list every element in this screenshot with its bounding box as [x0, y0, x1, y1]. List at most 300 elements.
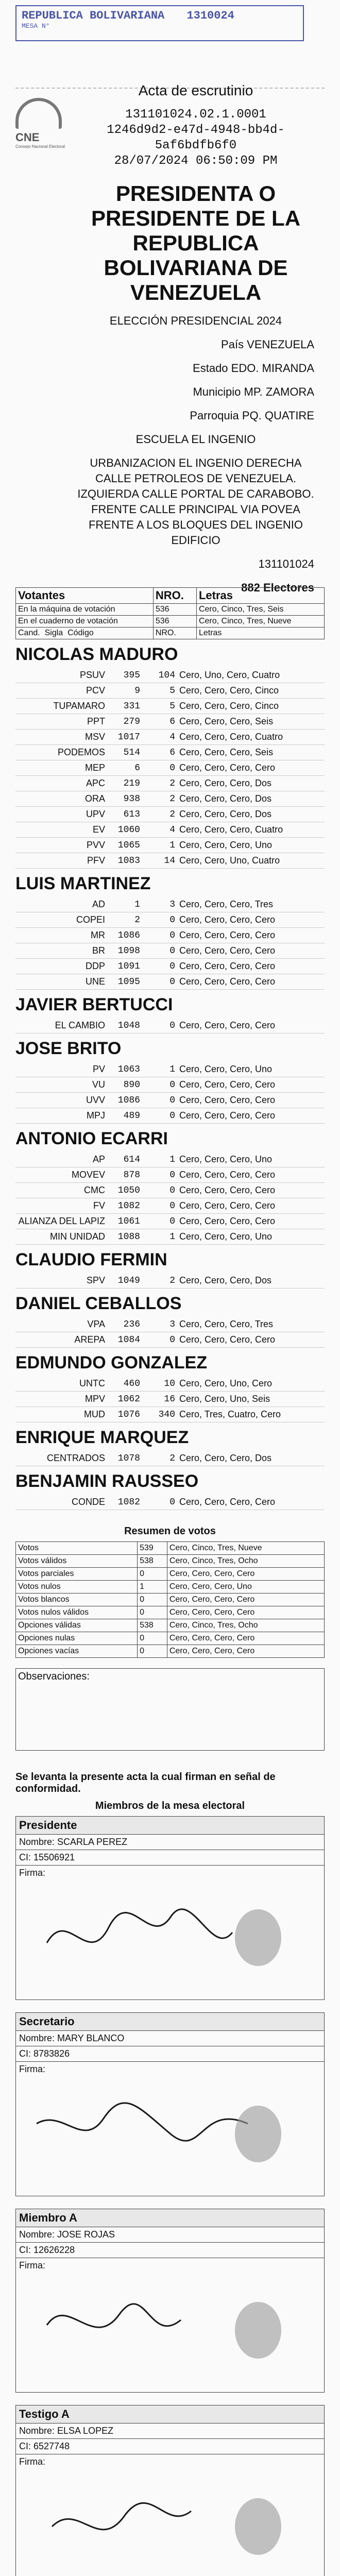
- party-code: 279: [107, 714, 142, 730]
- party-votes-letters: Cero, Cero, Cero, Cero: [177, 1108, 325, 1124]
- summary-label: Votos blancos: [16, 1594, 138, 1606]
- stamp-line2: MESA N°: [22, 22, 50, 30]
- acta-code-2: 1246d9d2-e47d-4948-bb4d-: [107, 123, 285, 137]
- election-name: ELECCIÓN PRESIDENCIAL 2024: [109, 314, 282, 327]
- party-votes-letters: Cero, Cero, Cero, Dos: [177, 791, 325, 807]
- party-sigla: MSV: [15, 730, 107, 745]
- party-sigla: SPV: [15, 1273, 107, 1289]
- summary-nro: 538: [138, 1555, 167, 1568]
- party-code: 878: [107, 1167, 142, 1183]
- municipality: Municipio MP. ZAMORA: [193, 385, 314, 398]
- party-votes-letters: Cero, Cero, Cero, Cero: [177, 1077, 325, 1093]
- col-votantes: Votantes: [16, 588, 154, 604]
- acta-header: [77, 82, 314, 596]
- sub-cand: Cand.: [18, 629, 40, 637]
- party-sigla: UNE: [15, 974, 107, 990]
- party-code: 1086: [107, 1093, 142, 1108]
- party-code: 219: [107, 776, 142, 791]
- party-votes-letters: Cero, Cero, Cero, Cero: [177, 1332, 325, 1348]
- candidate-votes-table: [15, 1273, 325, 1289]
- party-votes-letters: Cero, Cero, Uno, Seis: [177, 1392, 325, 1407]
- party-sigla: MPV: [15, 1392, 107, 1407]
- header-strip: [15, 31, 325, 89]
- party-votes-letters: Cero, Cero, Cero, Cero: [177, 1093, 325, 1108]
- signing-note: Se levanta la presente acta la cual firman en señal de conformidad.: [15, 1771, 276, 1794]
- party-code: 1062: [107, 1392, 142, 1407]
- party-sigla: PODEMOS: [15, 745, 107, 760]
- member-signature-area: [16, 2454, 324, 2576]
- candidate-name: ENRIQUE MARQUEZ: [15, 1428, 189, 1447]
- party-votes: 2: [142, 807, 177, 822]
- party-code: 613: [107, 807, 142, 822]
- party-sigla: FV: [15, 1198, 107, 1214]
- member-role: Presidente: [16, 1817, 324, 1835]
- country: País VENEZUELA: [221, 338, 314, 351]
- summary-letras: Cero, Cero, Cero, Uno: [167, 1581, 324, 1594]
- party-code: 1050: [107, 1183, 142, 1198]
- member-name: Nombre: ELSA LOPEZ: [16, 2424, 324, 2439]
- member-firma-label: Firma:: [19, 1868, 45, 1878]
- summary-nro: 1: [138, 1581, 167, 1594]
- party-votes-letters: Cero, Cero, Cero, Cero: [177, 760, 325, 776]
- party-votes-letters: Cero, Cero, Uno, Cuatro: [177, 853, 325, 869]
- row-book-l: Cero, Cinco, Tres, Nueve: [196, 616, 324, 628]
- member-box: [15, 2209, 325, 2393]
- party-votes: 3: [142, 1317, 177, 1332]
- school: ESCUELA EL INGENIO: [135, 433, 256, 446]
- address: URBANIZACION EL INGENIO DERECHA CALLE PETROLEOS DE VENEZUELA. IZQUIERDA CALLE PORTAL DE CARABOBO. FRENTE CALLE PRINCIPAL VIA POVEA FRENTE A LOS BLOQUES DEL INGENIO EDIFICIO: [77, 456, 314, 547]
- party-votes: 0: [142, 1077, 177, 1093]
- acta-timestamp: 28/07/2024 06:50:09 PM: [114, 154, 278, 168]
- electors: 882 Electores: [241, 581, 314, 594]
- summary-label: Opciones vacías: [16, 1645, 138, 1658]
- party-code: 6: [107, 760, 142, 776]
- party-row: [15, 699, 325, 714]
- party-votes: 2: [142, 776, 177, 791]
- party-code: 1060: [107, 822, 142, 838]
- stamp-serial: 1310024: [186, 9, 234, 22]
- party-votes-letters: Cero, Cero, Cero, Cero: [177, 1167, 325, 1183]
- party-votes: 0: [142, 1495, 177, 1510]
- party-row: [15, 822, 325, 838]
- party-sigla: MIN UNIDAD: [15, 1229, 107, 1245]
- party-sigla: DDP: [15, 959, 107, 974]
- party-code: 890: [107, 1077, 142, 1093]
- party-sigla: UPV: [15, 807, 107, 822]
- party-votes-letters: Cero, Cero, Cero, Uno: [177, 1152, 325, 1167]
- party-votes-letters: Cero, Cero, Uno, Cero: [177, 1376, 325, 1392]
- party-row: [15, 1407, 325, 1422]
- party-sigla: AP: [15, 1152, 107, 1167]
- party-votes: 4: [142, 730, 177, 745]
- party-votes: 3: [142, 897, 177, 912]
- party-votes-letters: Cero, Cero, Cero, Cero: [177, 974, 325, 990]
- candidate-name: CLAUDIO FERMIN: [15, 1250, 167, 1269]
- party-code: 1076: [107, 1407, 142, 1422]
- party-votes: 0: [142, 1108, 177, 1124]
- candidate-votes-table: [15, 668, 325, 869]
- party-code: 2: [107, 912, 142, 928]
- party-code: 1078: [107, 1451, 142, 1466]
- summary-label: Votos: [16, 1542, 138, 1555]
- party-sigla: MEP: [15, 760, 107, 776]
- party-sigla: MUD: [15, 1407, 107, 1422]
- party-votes-letters: Cero, Cero, Cero, Cero: [177, 1495, 325, 1510]
- party-sigla: UNTC: [15, 1376, 107, 1392]
- party-row: [15, 714, 325, 730]
- candidate-name: LUIS MARTINEZ: [15, 874, 151, 893]
- members-title: Miembros de la mesa electoral: [95, 1800, 245, 1811]
- party-votes-letters: Cero, Cero, Cero, Dos: [177, 1273, 325, 1289]
- summary-letras: Cero, Cero, Cero, Cero: [167, 1645, 324, 1658]
- party-votes-letters: Cero, Cero, Cero, Cero: [177, 943, 325, 959]
- candidate-votes-table: [15, 1451, 325, 1466]
- summary-letras: Cero, Cinco, Tres, Nueve: [167, 1542, 324, 1555]
- summary-row: [16, 1594, 325, 1606]
- party-votes-letters: Cero, Cero, Cero, Cinco: [177, 699, 325, 714]
- doc-type: Acta de escrutinio: [138, 82, 253, 98]
- party-sigla: PCV: [15, 683, 107, 699]
- cne-logo: [15, 98, 72, 160]
- party-sigla: BR: [15, 943, 107, 959]
- party-code: 1048: [107, 1018, 142, 1033]
- party-votes: 0: [142, 760, 177, 776]
- member-role: Secretario: [16, 2013, 324, 2031]
- party-votes: 0: [142, 1018, 177, 1033]
- fingerprint-icon: [235, 2106, 281, 2162]
- sub-sigla: Sigla: [44, 629, 63, 637]
- party-sigla: APC: [15, 776, 107, 791]
- party-code: 1061: [107, 1214, 142, 1229]
- stamp-line1: REPUBLICA BOLIVARIANA: [22, 9, 165, 22]
- member-firma-label: Firma:: [19, 2064, 45, 2074]
- candidate-name: NICOLAS MADURO: [15, 645, 178, 664]
- member-signature-area: [16, 2258, 324, 2392]
- party-votes: 2: [142, 791, 177, 807]
- party-votes: 6: [142, 714, 177, 730]
- party-votes: 14: [142, 853, 177, 869]
- party-row: [15, 760, 325, 776]
- party-sigla: AD: [15, 897, 107, 912]
- sub-letras: Letras: [196, 628, 324, 639]
- party-votes: 0: [142, 928, 177, 943]
- summary-label: Votos parciales: [16, 1568, 138, 1581]
- party-code: 1063: [107, 1062, 142, 1077]
- summary-letras: Cero, Cero, Cero, Cero: [167, 1594, 324, 1606]
- party-code: 1088: [107, 1229, 142, 1245]
- party-code: 614: [107, 1152, 142, 1167]
- party-row: [15, 791, 325, 807]
- party-code: 514: [107, 745, 142, 760]
- party-row: [15, 668, 325, 683]
- party-votes-letters: Cero, Uno, Cero, Cuatro: [177, 668, 325, 683]
- party-code: 1086: [107, 928, 142, 943]
- summary-nro: 0: [138, 1645, 167, 1658]
- party-votes: 2: [142, 1273, 177, 1289]
- party-votes-letters: Cero, Cero, Cero, Tres: [177, 897, 325, 912]
- fingerprint-icon: [235, 2302, 281, 2359]
- acta-code-3: 5af6bdfb6f0: [155, 139, 237, 152]
- candidate-votes-table: [15, 1376, 325, 1422]
- sub-codigo: Código: [67, 629, 94, 637]
- col-nro: NRO.: [153, 588, 196, 604]
- summary-row: [16, 1632, 325, 1645]
- party-row: [15, 1198, 325, 1214]
- summary-label: Votos nulos válidos: [16, 1606, 138, 1619]
- member-name: Nombre: MARY BLANCO: [16, 2031, 324, 2046]
- party-votes-letters: Cero, Cero, Cero, Dos: [177, 1451, 325, 1466]
- party-row: [15, 1376, 325, 1392]
- party-votes: 0: [142, 1198, 177, 1214]
- party-sigla: COPEI: [15, 912, 107, 928]
- party-votes-letters: Cero, Cero, Cero, Uno: [177, 838, 325, 853]
- candidate-votes-table: [15, 897, 325, 990]
- member-box: [15, 1816, 325, 2000]
- party-code: 1098: [107, 943, 142, 959]
- summary-row: [16, 1606, 325, 1619]
- party-votes: 1: [142, 838, 177, 853]
- party-code: 236: [107, 1317, 142, 1332]
- party-votes: 0: [142, 1332, 177, 1348]
- member-name: Nombre: SCARLA PEREZ: [16, 1835, 324, 1850]
- party-votes-letters: Cero, Cero, Cero, Dos: [177, 776, 325, 791]
- party-sigla: CENTRADOS: [15, 1451, 107, 1466]
- party-votes-letters: Cero, Cero, Cero, Uno: [177, 1229, 325, 1245]
- acta-code-1: 131101024.02.1.0001: [125, 108, 266, 122]
- party-votes: 5: [142, 699, 177, 714]
- acta-title: PRESIDENTA O PRESIDENTE DE LA REPUBLICA BOLIVARIANA DE VENEZUELA: [91, 181, 301, 304]
- summary-label: Opciones nulas: [16, 1632, 138, 1645]
- candidate-votes-table: [15, 1018, 325, 1033]
- party-row: [15, 1062, 325, 1077]
- party-code: 1091: [107, 959, 142, 974]
- candidate-votes-table: [15, 1317, 325, 1348]
- cne-logo-text: CNE: [15, 131, 40, 144]
- candidate-votes-table: [15, 1495, 325, 1510]
- party-row: [15, 1392, 325, 1407]
- party-sigla: MPJ: [15, 1108, 107, 1124]
- voters-table: [15, 587, 325, 639]
- party-sigla: PV: [15, 1062, 107, 1077]
- party-votes: 6: [142, 745, 177, 760]
- summary-nro: 0: [138, 1594, 167, 1606]
- summary-row: [16, 1619, 325, 1632]
- party-code: 460: [107, 1376, 142, 1392]
- party-votes-letters: Cero, Cero, Cero, Cinco: [177, 683, 325, 699]
- party-row: [15, 683, 325, 699]
- party-row: [15, 1167, 325, 1183]
- party-votes: 0: [142, 974, 177, 990]
- candidate-name: ANTONIO ECARRI: [15, 1129, 168, 1148]
- party-code: 1065: [107, 838, 142, 853]
- party-votes-letters: Cero, Cero, Cero, Cero: [177, 1018, 325, 1033]
- candidates-list: [15, 639, 325, 1510]
- state: Estado EDO. MIRANDA: [193, 362, 314, 375]
- party-code: 489: [107, 1108, 142, 1124]
- fingerprint-icon: [235, 1909, 281, 1966]
- observations-label: Observaciones:: [18, 1671, 90, 1682]
- party-votes-letters: Cero, Cero, Cero, Cero: [177, 1214, 325, 1229]
- row-book: En el cuaderno de votación: [16, 616, 154, 628]
- member-ci: CI: 12626228: [16, 2243, 324, 2258]
- party-votes-letters: Cero, Cero, Cero, Cero: [177, 912, 325, 928]
- party-votes: 0: [142, 959, 177, 974]
- acta-body: [15, 587, 325, 2576]
- party-sigla: VPA: [15, 1317, 107, 1332]
- party-row: [15, 745, 325, 760]
- candidate-name: JOSE BRITO: [15, 1039, 122, 1058]
- member-name: Nombre: JOSE ROJAS: [16, 2227, 324, 2243]
- member-ci: CI: 6527748: [16, 2439, 324, 2454]
- party-code: 1082: [107, 1495, 142, 1510]
- summary-letras: Cero, Cero, Cero, Cero: [167, 1606, 324, 1619]
- party-sigla: MR: [15, 928, 107, 943]
- party-sigla: UVV: [15, 1093, 107, 1108]
- party-sigla: AREPA: [15, 1332, 107, 1348]
- center-code: 131101024: [258, 557, 314, 570]
- party-votes: 0: [142, 1214, 177, 1229]
- summary-nro: 0: [138, 1632, 167, 1645]
- party-row: [15, 1093, 325, 1108]
- summary-row: [16, 1542, 325, 1555]
- party-row: [15, 807, 325, 822]
- party-row: [15, 912, 325, 928]
- row-machine-n: 536: [153, 604, 196, 616]
- candidate-name: DANIEL CEBALLOS: [15, 1294, 182, 1313]
- party-row: [15, 1273, 325, 1289]
- candidate-name: BENJAMIN RAUSSEO: [15, 1471, 199, 1491]
- candidate-votes-table: [15, 1062, 325, 1124]
- member-ci: CI: 8783826: [16, 2046, 324, 2062]
- member-ci: CI: 15506921: [16, 1850, 324, 1866]
- cne-logo-icon: [15, 98, 62, 129]
- party-votes: 10: [142, 1376, 177, 1392]
- party-sigla: CONDE: [15, 1495, 107, 1510]
- party-code: 1017: [107, 730, 142, 745]
- party-row: [15, 1451, 325, 1466]
- party-sigla: PVV: [15, 838, 107, 853]
- party-sigla: EL CAMBIO: [15, 1018, 107, 1033]
- party-votes: 5: [142, 683, 177, 699]
- party-code: 1084: [107, 1332, 142, 1348]
- party-votes-letters: Cero, Cero, Cero, Tres: [177, 1317, 325, 1332]
- party-code: 938: [107, 791, 142, 807]
- party-votes: 0: [142, 1167, 177, 1183]
- party-row: [15, 1152, 325, 1167]
- member-box: [15, 2012, 325, 2196]
- party-votes: 1: [142, 1152, 177, 1167]
- party-row: [15, 1332, 325, 1348]
- party-votes-letters: Cero, Cero, Cero, Cuatro: [177, 730, 325, 745]
- summary-table: [15, 1541, 325, 1658]
- candidate-name: JAVIER BERTUCCI: [15, 995, 173, 1014]
- summary-row: [16, 1568, 325, 1581]
- party-row: [15, 974, 325, 990]
- party-sigla: ORA: [15, 791, 107, 807]
- party-votes: 2: [142, 1451, 177, 1466]
- member-role: Testigo A: [16, 2405, 324, 2424]
- member-firma-label: Firma:: [19, 2260, 45, 2270]
- party-votes-letters: Cero, Cero, Cero, Uno: [177, 1062, 325, 1077]
- summary-label: Votos nulos: [16, 1581, 138, 1594]
- summary-letras: Cero, Cinco, Tres, Ocho: [167, 1619, 324, 1632]
- party-row: [15, 1229, 325, 1245]
- summary-row: [16, 1581, 325, 1594]
- summary-label: Votos válidos: [16, 1555, 138, 1568]
- party-row: [15, 1077, 325, 1093]
- summary-nro: 538: [138, 1619, 167, 1632]
- party-code: 1095: [107, 974, 142, 990]
- party-row: [15, 1317, 325, 1332]
- sub-nro: NRO.: [153, 628, 196, 639]
- party-code: 395: [107, 668, 142, 683]
- summary-row: [16, 1645, 325, 1658]
- party-code: 9: [107, 683, 142, 699]
- party-votes-letters: Cero, Cero, Cero, Seis: [177, 745, 325, 760]
- party-votes: 1: [142, 1229, 177, 1245]
- row-book-n: 536: [153, 616, 196, 628]
- party-row: [15, 928, 325, 943]
- party-row: [15, 838, 325, 853]
- member-role: Miembro A: [16, 2209, 324, 2227]
- party-row: [15, 853, 325, 869]
- party-row: [15, 1495, 325, 1510]
- party-row: [15, 1108, 325, 1124]
- party-row: [15, 730, 325, 745]
- party-votes-letters: Cero, Cero, Cero, Cero: [177, 928, 325, 943]
- summary-letras: Cero, Cero, Cero, Cero: [167, 1568, 324, 1581]
- party-votes: 0: [142, 1093, 177, 1108]
- party-votes: 4: [142, 822, 177, 838]
- summary-nro: 0: [138, 1568, 167, 1581]
- party-votes: 0: [142, 1183, 177, 1198]
- party-votes-letters: Cero, Cero, Cero, Cuatro: [177, 822, 325, 838]
- signature-icon: [16, 2454, 324, 2576]
- summary-letras: Cero, Cinco, Tres, Ocho: [167, 1555, 324, 1568]
- candidate-votes-table: [15, 1152, 325, 1245]
- observations-box: [15, 1668, 325, 1751]
- party-sigla: EV: [15, 822, 107, 838]
- party-code: 1082: [107, 1198, 142, 1214]
- members-list: [15, 1816, 325, 2576]
- summary-label: Opciones válidas: [16, 1619, 138, 1632]
- party-row: [15, 1018, 325, 1033]
- party-sigla: ALIANZA DEL LAPIZ: [15, 1214, 107, 1229]
- party-row: [15, 1183, 325, 1198]
- party-votes-letters: Cero, Cero, Cero, Cero: [177, 1183, 325, 1198]
- party-row: [15, 897, 325, 912]
- party-sigla: PSUV: [15, 668, 107, 683]
- summary-nro: 0: [138, 1606, 167, 1619]
- member-box: [15, 2405, 325, 2576]
- party-votes-letters: Cero, Tres, Cuatro, Cero: [177, 1407, 325, 1422]
- cne-logo-subtext: Consejo Nacional Electoral: [15, 144, 65, 149]
- party-votes: 1: [142, 1062, 177, 1077]
- party-votes-letters: Cero, Cero, Cero, Dos: [177, 807, 325, 822]
- summary-letras: Cero, Cero, Cero, Cero: [167, 1632, 324, 1645]
- party-sigla: PPT: [15, 714, 107, 730]
- col-letras: Letras: [196, 588, 324, 604]
- party-code: 1049: [107, 1273, 142, 1289]
- party-votes-letters: Cero, Cero, Cero, Seis: [177, 714, 325, 730]
- signature-icon: [16, 2062, 324, 2196]
- party-sigla: PFV: [15, 853, 107, 869]
- party-row: [15, 959, 325, 974]
- party-code: 331: [107, 699, 142, 714]
- party-votes: 0: [142, 943, 177, 959]
- party-row: [15, 776, 325, 791]
- summary-title: Resumen de votos: [124, 1526, 216, 1537]
